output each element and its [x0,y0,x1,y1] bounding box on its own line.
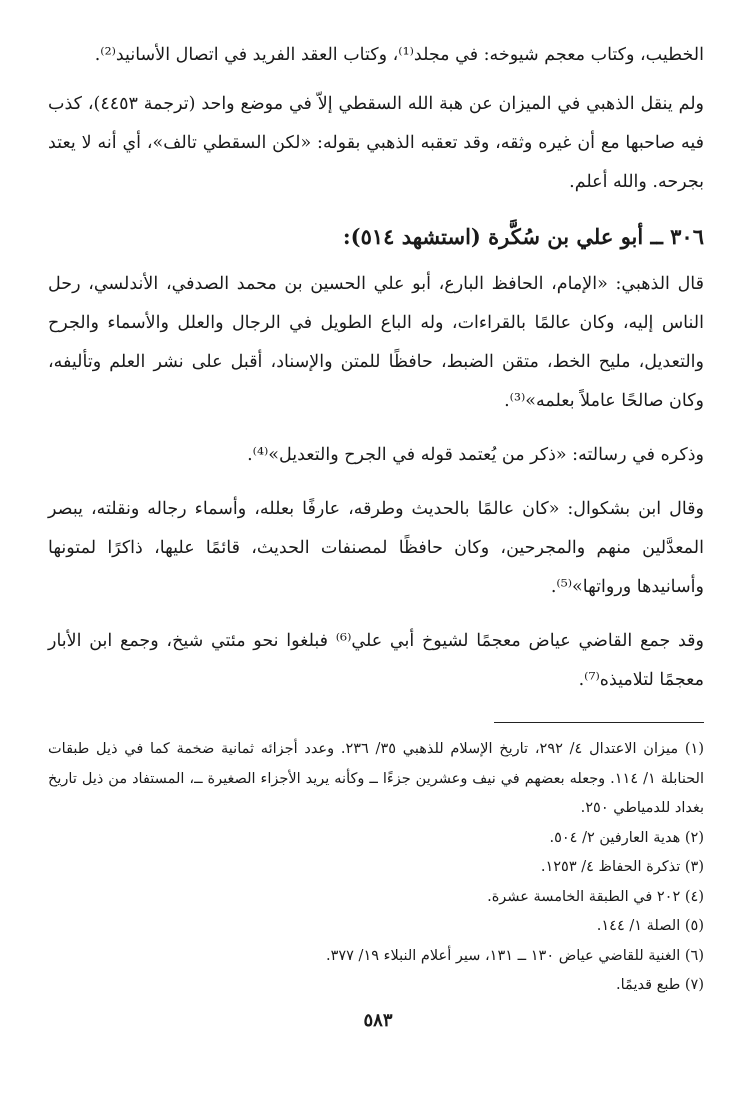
footnote-divider [494,722,704,723]
paragraph-saqati: ولم ينقل الذهبي في الميزان عن هبة الله السقطي إلاّ في موضع واحد (ترجمة ٤٤٥٣)، كذب فيه صاحبها مع أن غيره وثقه، وقد تعقبه الذهبي بقوله: «لكن السقطي تالف»، أي أنه لا يعتد بجرحه. والله أعلم. [48,94,704,192]
entry-heading: ٣٠٦ ــ أبو علي بن سُكَّرة (استشهد ٥١٤): [342,224,704,249]
footnote-5: (٥) الصلة ١/ ١٤٤. [596,918,704,934]
footnote-2: (٢) هدية العارفين ٢/ ٥٠٤. [549,829,704,846]
footnote-3: (٣) تذكرة الحفاظ ٤/ ١٢٥٣. [540,859,704,875]
footnote-1: (١) ميزان الاعتدال ٤/ ٢٩٢، تاريخ الإسلام للذهبي ٣٥/ ٢٣٦. وعدد أجزائه ثمانية ضخمة كما في ذيل طبقات الحنابلة ١/ ١١٤. وجعله بعضهم في نيف وعشرين جزءًا ــ وكأنه يريد الأجزاء الصغيرة ــ، المستفاد من ذيل تاريخ بغداد للدمياطي ٢٥٠. [48,741,705,816]
footnote-4: (٤) ٢٠٢ في الطبقة الخامسة عشرة. [487,888,704,905]
footnote-7: (٧) طبع قديمًا. [616,977,704,993]
paragraph-risala: وذكره في رسالته: «ذكر من يُعتمد قوله في الجرح والتعديل»⁽⁴⁾. [247,445,704,465]
paragraph-intro: الخطيب، وكتاب معجم شيوخه: في مجلد⁽¹⁾، وكتاب العقد الفريد في اتصال الأسانيد⁽²⁾. [94,45,704,65]
footnotes [48,735,704,1001]
paragraph-dhahabi-quote: قال الذهبي: «الإمام، الحافظ البارع، أبو علي الحسين بن محمد الصدفي، الأندلسي، رحل الناس إليه، وكان عالمًا بالقراءات، وله الباع الطويل في الرجال والعلل والأسماء والجرح والتعديل، مليح الخط، متقن الضبط، حافظًا للمتن والإسناد، أقبل على نشر العلم وتأليفه، وكان صالحًا عاملاً بعلمه»⁽³⁾. [48,274,704,411]
page-number: ٥٨٣ [363,1010,393,1031]
footnote-6: (٦) الغنية للقاضي عياض ١٣٠ ــ ١٣١، سير أعلام النبلاء ١٩/ ٣٧٧. [325,947,704,964]
page-content [48,36,704,1001]
paragraph-ibn-bashkuwal: وقال ابن بشكوال: «كان عالمًا بالحديث وطرقه، عارفًا بعلله، وأسماء رجاله ونقلته، يبصر المعدَّلين منهم والمجرحين، وكان حافظًا لمصنفات الحديث، قائمًا عليها، ذاكرًا لمتونها وأسانيدها ورواتها»⁽⁵⁾. [48,499,704,597]
paragraph-muajam: وقد جمع القاضي عياض معجمًا لشيوخ أبي علي⁽⁶⁾ فبلغوا نحو مئتي شيخ، وجمع ابن الأبار معجمًا لتلاميذه⁽⁷⁾. [48,631,704,690]
